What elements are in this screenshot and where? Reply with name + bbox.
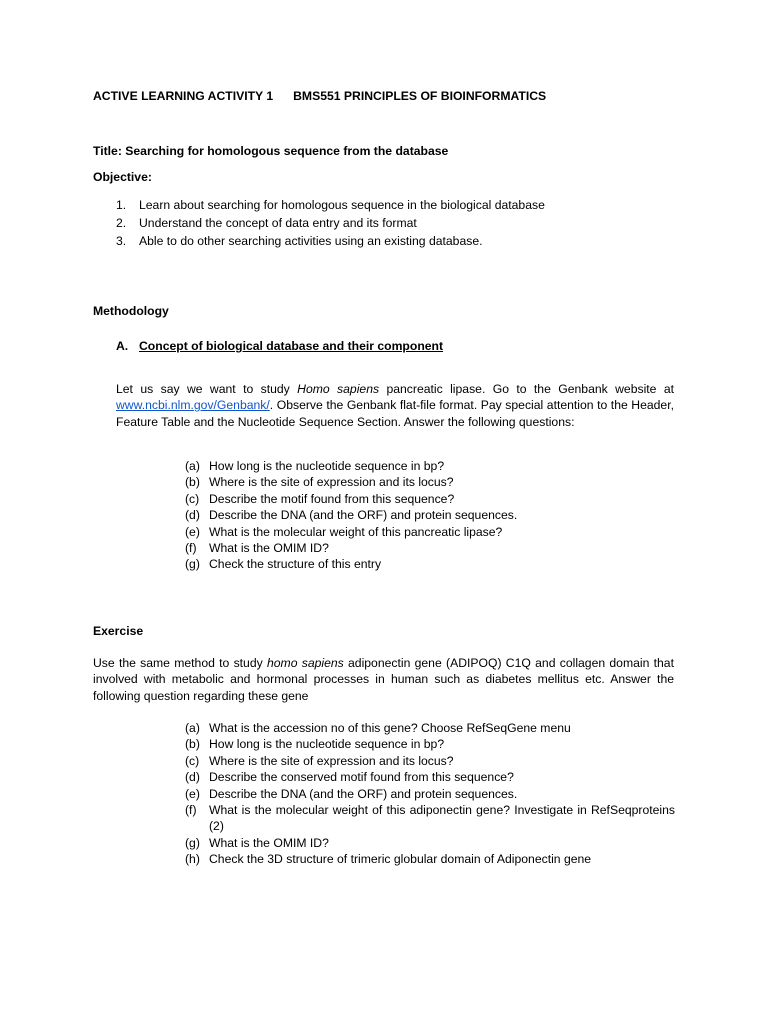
question-letter: (b) [185, 475, 200, 490]
question-item [185, 540, 675, 556]
question-item [185, 851, 675, 867]
document-header [93, 88, 546, 104]
objective-list [116, 197, 676, 251]
question-item [185, 507, 675, 523]
question-text: Describe the motif found from this sequence? [209, 491, 455, 506]
exercise-text-2: adiponectin gene (ADIPOQ) C1Q and collagen domain that involved with metabolic and hormonal processes in human such as diabetes mellitus etc. Answer the following question regarding these gene [93, 656, 674, 703]
exercise-intro-paragraph [93, 655, 674, 704]
objective-text: Understand the concept of data entry and its format [139, 216, 417, 230]
section-a-heading [116, 338, 443, 354]
question-item [185, 802, 675, 835]
question-text: What is the molecular weight of this pancreatic lipase? [209, 524, 503, 539]
question-letter: (a) [185, 721, 200, 735]
question-letter: (b) [185, 737, 200, 752]
exercise-species-name: homo sapiens [266, 656, 344, 670]
methodology-question-list [185, 458, 675, 573]
question-letter: (c) [185, 491, 200, 506]
question-letter: (e) [185, 524, 200, 539]
objective-text: Learn about searching for homologous sequence in the biological database [139, 198, 545, 212]
question-item [185, 491, 675, 507]
question-item [185, 720, 675, 736]
question-text: Check the 3D structure of trimeric globular domain of Adiponectin gene [209, 852, 592, 867]
methodology-label: Methodology [93, 304, 169, 318]
question-letter: (g) [185, 835, 200, 850]
question-text: Describe the conserved motif found from this sequence? [209, 770, 514, 785]
question-item [185, 736, 675, 752]
methodology-intro-paragraph [116, 381, 674, 430]
question-letter: (c) [185, 753, 200, 768]
question-text: What is the accession no of this gene? Choose RefSeqGene menu [209, 721, 571, 735]
question-text: Where is the site of expression and its locus? [209, 475, 454, 490]
question-text: How long is the nucleotide sequence in bp? [209, 737, 445, 752]
objective-number: 2. [116, 216, 127, 230]
question-letter: (e) [185, 786, 200, 801]
intro-text-2: pancreatic lipase. Go to the Genbank website at [379, 382, 674, 396]
question-item [185, 769, 675, 785]
question-letter: (a) [185, 459, 200, 473]
question-text: How long is the nucleotide sequence in bp? [209, 459, 445, 473]
course-title: BMS551 PRINCIPLES OF BIOINFORMATICS [293, 89, 547, 103]
exercise-label: Exercise [93, 624, 144, 638]
question-letter: (g) [185, 557, 200, 572]
objective-item [116, 233, 676, 251]
exercise-question-list [185, 720, 675, 868]
question-text: Describe the DNA (and the ORF) and protein sequences. [209, 786, 518, 801]
question-text: Check the structure of this entry [209, 557, 382, 572]
question-letter: (d) [185, 508, 200, 523]
question-text: What is the OMIM ID? [209, 835, 329, 850]
question-item [185, 786, 675, 802]
intro-text-1: Let us say we want to study [116, 382, 298, 396]
question-item [185, 474, 675, 490]
question-item [185, 835, 675, 851]
question-item [185, 524, 675, 540]
objective-label: Objective: [93, 170, 152, 184]
genbank-link[interactable]: www.ncbi.nlm.gov/Genbank/ [116, 398, 270, 413]
question-text: Describe the DNA (and the ORF) and protein sequences. [209, 508, 518, 523]
question-letter: (h) [185, 852, 200, 867]
intro-text-3: . Observe the Genbank flat-file format. Pay special attention to the Header, Feature Table and the Nucleotide Sequence Section. Answer the following questions: [116, 398, 674, 429]
question-letter: (f) [185, 803, 197, 818]
question-text: What is the molecular weight of this adiponectin gene? Investigate in RefSeqproteins (2) [209, 803, 675, 834]
objective-number: 1. [116, 198, 127, 212]
objective-text: Able to do other searching activities using an existing database. [139, 234, 483, 248]
question-letter: (d) [185, 770, 200, 785]
objective-item [116, 215, 676, 233]
question-letter: (f) [185, 541, 197, 556]
section-a-title: Concept of biological database and their component [139, 339, 444, 353]
document-title: Title: Searching for homologous sequence from the database [93, 144, 449, 158]
question-item [185, 458, 675, 474]
question-item [185, 753, 675, 769]
species-name: Homo sapiens [297, 382, 380, 396]
question-item [185, 556, 675, 572]
exercise-text-1: Use the same method to study [93, 656, 267, 670]
activity-title: ACTIVE LEARNING ACTIVITY 1 [93, 89, 274, 103]
question-text: Where is the site of expression and its locus? [209, 753, 454, 768]
question-text: What is the OMIM ID? [209, 541, 329, 556]
objective-number: 3. [116, 234, 127, 248]
objective-item [116, 197, 676, 215]
section-a-letter: A. [116, 339, 129, 353]
